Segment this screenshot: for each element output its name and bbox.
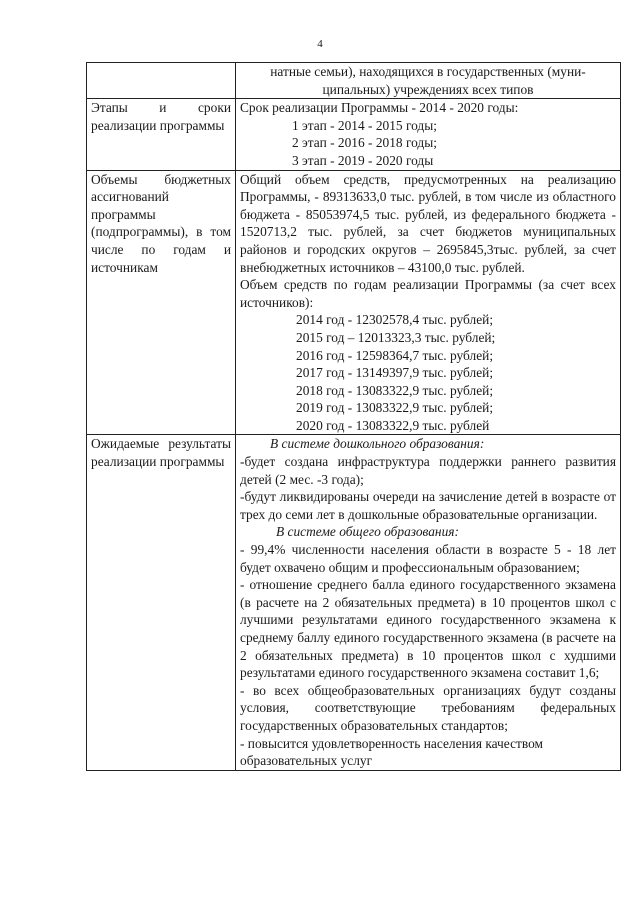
budget-content — [236, 170, 621, 435]
table-row — [87, 99, 621, 170]
row0-line-2: ципальных) учреждениях всех типов — [322, 81, 534, 97]
results-label: Ожидаемые результаты реализации программы — [87, 435, 236, 770]
general-item: - во всех общеобразовательных организациях будут созданы условия, соответствующие требованиям федеральных государственных образовательных стандартов; — [240, 682, 616, 733]
general-heading: В системе общего образования: — [276, 524, 459, 540]
table-row — [87, 435, 621, 770]
budget-year-item: 2020 год - 13083322,9 тыс. рублей — [296, 417, 490, 433]
stage-item: 1 этап - 2014 - 2015 годы; — [292, 117, 437, 133]
budget-total: Общий объем средств, предусмотренных на реализацию Программы, - 89313633,0 тыс. рублей, в том числе из областного бюджета - 85053974,5 тыс. рублей, из федерального бюджета - 1520713,2 тыс. рублей, за счет бюджетов муниципальных районов и городских округов – 2695845,3тыс. рублей, за счет внебюджетных источников – 43100,0 тыс. рублей. — [240, 171, 616, 275]
stages-label: Этапы и сроки реализации программы — [87, 99, 236, 170]
general-item: - повысится удовлетворенность населения качеством образовательных услуг — [240, 735, 544, 769]
budget-years-intro: Объем средств по годам реализации Программы (за счет всех источников): — [240, 277, 616, 310]
row0-right — [236, 63, 621, 99]
stage-item: 3 этап - 2019 - 2020 годы — [292, 152, 434, 168]
budget-year-item: 2014 год - 12302578,4 тыс. рублей; — [296, 312, 494, 328]
general-item: - 99,4% численности населения области в возрасте 5 - 18 лет будет охвачено общим и профессиональным образованием; — [240, 542, 616, 575]
preschool-item: -будет создана инфраструктура поддержки раннего развития детей (2 мес. -3 года); — [240, 454, 616, 487]
budget-year-item: 2019 год - 13083322,9 тыс. рублей; — [296, 400, 494, 416]
budget-year-item: 2015 год – 12013323,3 тыс. рублей; — [296, 329, 496, 345]
row0-line-1: натные семьи), находящихся в государственных (муни- — [270, 64, 586, 79]
row0-left — [87, 63, 236, 99]
preschool-heading: В системе дошкольного образования: — [270, 436, 485, 452]
period-text: Срок реализации Программы - 2014 - 2020 годы: — [240, 100, 519, 116]
stage-item: 2 этап - 2016 - 2018 годы; — [292, 135, 437, 151]
budget-label: Объемы бюджетных ассигнований программы (подпрограммы), в том числе по годам и источникам — [87, 170, 236, 435]
preschool-item: -будут ликвидированы очереди на зачисление детей в возрасте от трех до семи лет в дошкольные образовательные организации. — [240, 489, 616, 522]
table-row — [87, 63, 621, 99]
page-number: 4 — [317, 38, 323, 50]
passport-table — [86, 62, 621, 771]
budget-year-item: 2016 год - 12598364,7 тыс. рублей; — [296, 347, 494, 363]
results-content — [236, 435, 621, 770]
table-row — [87, 170, 621, 435]
stages-content — [236, 99, 621, 170]
budget-year-item: 2017 год - 13149397,9 тыс. рублей; — [296, 365, 494, 381]
budget-year-item: 2018 год - 13083322,9 тыс. рублей; — [296, 382, 494, 398]
general-item: - отношение среднего балла единого государственного экзамена (в расчете на 2 обязательных предмета) в 10 процентов школ с лучшими результатами единого государственного экзамена к среднему баллу единого государственного экзамена (в расчете на 2 обязательных предмета) в 10 процентов школ с худшими результатами единого государственного экзамена составит 1,6; — [240, 577, 616, 681]
